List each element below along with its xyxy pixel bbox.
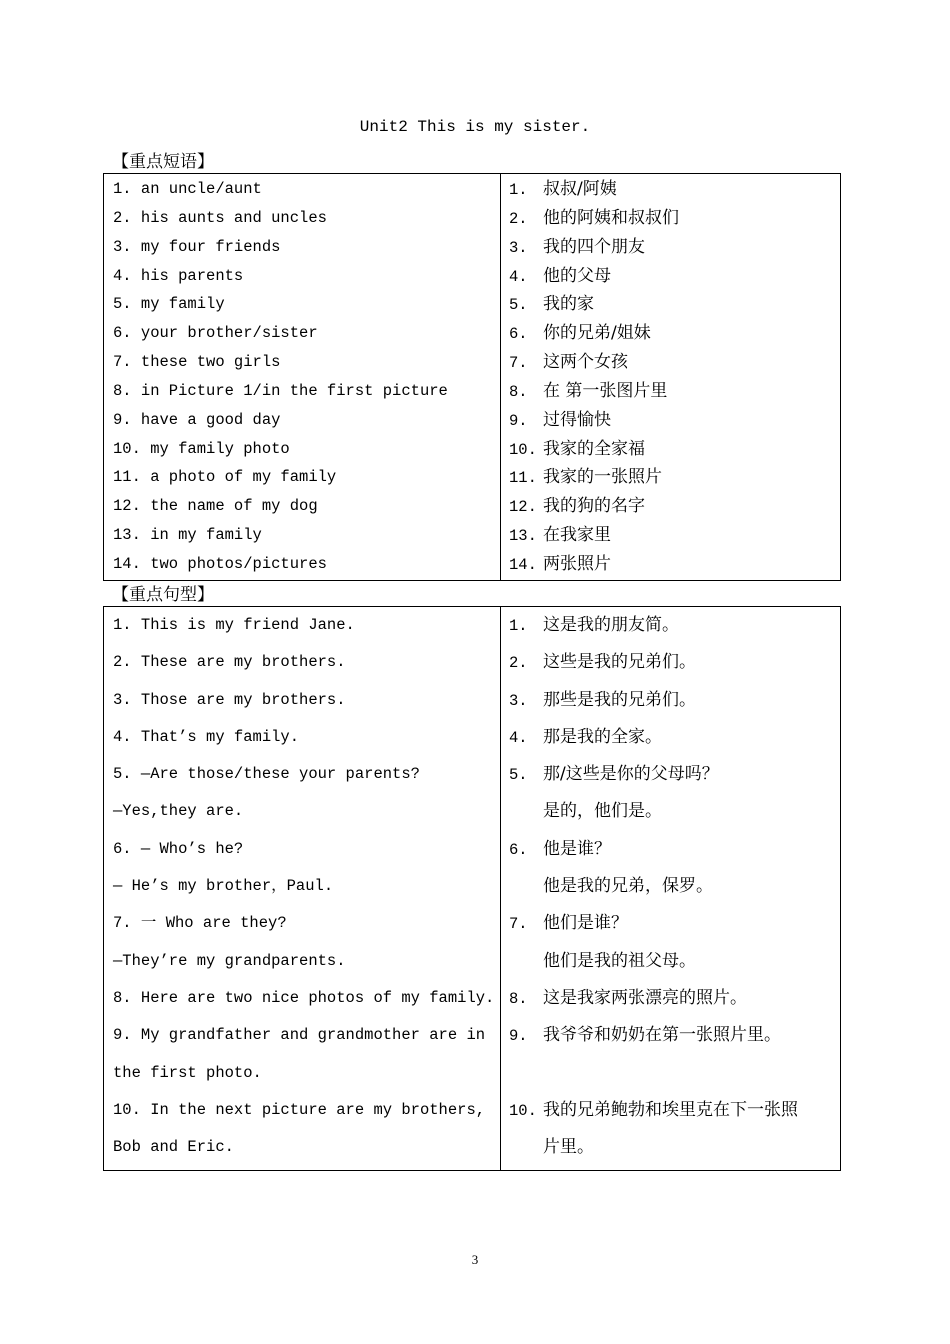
section-heading-phrases: 【重点短语】 [112,152,214,172]
sentence-cn-row [501,719,840,756]
phrase-number: 5. [509,296,528,315]
sentence-cn-row [501,607,840,644]
sentence-cn: 片里。 [543,1137,594,1158]
phrase-cn-row [501,175,840,204]
phrase-cn: 过得愉快 [543,409,611,430]
phrase-cn: 我的家 [543,294,594,315]
phrase-cn: 这两个女孩 [543,352,628,373]
sentence-cn-row [501,682,840,719]
sentence-cn: 我爷爷和奶奶在第一张照片里。 [543,1025,781,1046]
sentence-cn-row [501,793,840,830]
sentence-number: 10. [509,1101,537,1120]
sentence-en: Bob and Eric. [113,1138,234,1157]
phrase-number: 1. [509,181,528,199]
phrase-cn-row [501,233,840,262]
sentence-cn-row [501,1055,840,1092]
phrase-number: 7. [509,354,528,373]
phrase-cn: 我家的一张照片 [543,467,662,488]
phrase-cn-row [501,521,840,550]
phrase-cn: 我家的全家福 [543,438,645,459]
sentence-en: —Yes,they are. [113,802,244,821]
sentence-cn: 他们是我的祖父母。 [543,950,696,971]
phrase-cn-row [501,550,840,579]
sentence-cn: 他是我的兄弟，保罗。 [543,876,713,897]
sentence-number: 9. [509,1027,528,1046]
phrase-cn: 我的狗的名字 [543,496,645,517]
phrase-number: 4. [509,267,528,286]
phrase-number: 2. [509,209,528,228]
sentence-number: 6. [509,840,528,859]
phrase-cn: 他的父母 [543,265,611,286]
phrase-number: 13. [509,527,537,546]
phrase-cn-row [501,348,840,377]
phrase-cn: 叔叔/阿姨 [543,179,617,199]
phrase-en: 1. an uncle/aunt [113,180,262,198]
phrase-cn: 在 第一张图片里 [543,380,668,401]
phrase-cn-row [501,204,840,233]
sentence-cn: 是的，他们是。 [543,801,662,822]
sentence-number: 5. [509,766,528,785]
sentences-english-column [104,607,501,1171]
phrase-cn: 两张照片 [543,553,611,574]
phrase-cn: 我的四个朋友 [543,236,645,257]
phrases-chinese-column [501,174,841,581]
phrase-cn-row [501,463,840,492]
sentence-cn: 他是谁？ [543,838,611,859]
phrase-number: 8. [509,382,528,401]
phrase-cn: 他的阿姨和叔叔们 [543,207,679,228]
phrase-en: 14. two photos/pictures [113,554,327,573]
sentence-cn: 那些是我的兄弟们。 [543,689,696,710]
phrase-number: 11. [509,469,537,488]
phrase-cn-row [501,262,840,291]
sentence-en: 3. Those are my brothers. [113,690,346,709]
phrase-en: 3. my four friends [113,237,281,256]
phrase-en: 7. these two girls [113,353,281,372]
phrase-cn-row [501,290,840,319]
sentence-en: 9. My grandfather and grandmother are in [113,1026,486,1045]
sentences-table [103,606,841,1171]
phrase-cn-row [501,406,840,435]
sentence-cn: 那是我的全家。 [543,726,662,747]
sentence-number: 3. [509,691,528,710]
sentence-cn: 这是我家两张漂亮的照片。 [543,987,747,1008]
sentence-cn: 他们是谁？ [543,913,628,934]
phrase-number: 12. [509,498,537,517]
document-title: Unit2 This is my sister. [359,118,591,136]
phrase-en: 8. in Picture 1/in the first picture [113,381,448,400]
sentence-cn-row [501,831,840,868]
phrase-en: 12. the name of my dog [113,497,318,516]
sentence-cn-row [501,644,840,681]
phrase-cn: 你的兄弟/姐妹 [543,323,651,344]
phrase-en: 10. my family photo [113,439,290,458]
sentence-number: 1. [509,617,528,635]
phrase-en: 5. my family [113,295,225,314]
phrases-english-column [104,174,501,581]
phrase-number: 6. [509,325,528,344]
sentence-number: 4. [509,728,528,747]
sentence-cn: 那/这些是你的父母吗？ [543,764,719,785]
sentence-cn-row [501,1092,840,1129]
phrase-number: 14. [509,555,537,574]
sentence-en: the first photo. [113,1063,262,1082]
sentences-chinese-column [501,607,841,1171]
sentence-cn: 我的兄弟鲍勃和埃里克在下一张照 [543,1099,798,1120]
phrase-en: 11. a photo of my family [113,468,337,487]
phrase-cn-row [501,492,840,521]
phrase-number: 9. [509,411,528,430]
phrase-cn: 在我家里 [543,525,611,546]
sentence-cn: 这是我的朋友简。 [543,615,679,635]
sentence-cn-row [501,1017,840,1054]
phrase-number: 3. [509,238,528,257]
phrases-table [103,173,841,581]
page-number: 3 [471,1252,479,1267]
sentence-en: 10. In the next picture are my brothers, [113,1100,486,1119]
sentence-en: 4. That’s my family. [113,727,300,746]
sentence-en: 2. These are my brothers. [113,653,346,672]
phrase-en: 9. have a good day [113,410,281,429]
sentence-en: 6. — Who’s he? [113,839,244,858]
phrase-en: 2. his aunts and uncles [113,208,327,227]
sentence-en: 7. 一 Who are they? [113,914,287,933]
sentence-en: 5. —Are those/these your parents? [113,765,420,784]
sentence-number: 8. [509,989,528,1008]
sentence-cn: 这些是我的兄弟们。 [543,652,696,673]
sentence-cn-row [501,1129,840,1166]
phrase-number: 10. [509,440,537,459]
sentence-cn-row [501,905,840,942]
phrase-cn-row [501,377,840,406]
phrase-cn-row [501,435,840,464]
sentence-en: 8. Here are two nice photos of my family. [113,988,495,1007]
sentence-en: —They’re my grandparents. [113,951,346,970]
section-heading-sentences: 【重点句型】 [112,585,214,605]
sentence-en: 1. This is my friend Jane. [113,616,355,634]
sentence-cn-row [501,980,840,1017]
sentence-cn-row [501,756,840,793]
sentence-number: 7. [509,915,528,934]
sentence-cn-row [501,868,840,905]
sentence-en: — He’s my brother，Paul. [113,877,334,896]
phrase-en: 6. your brother/sister [113,324,318,343]
sentence-cn-row [501,943,840,980]
phrase-en: 13. in my family [113,526,262,545]
phrase-en: 4. his parents [113,266,244,285]
sentence-number: 2. [509,654,528,673]
phrase-cn-row [501,319,840,348]
